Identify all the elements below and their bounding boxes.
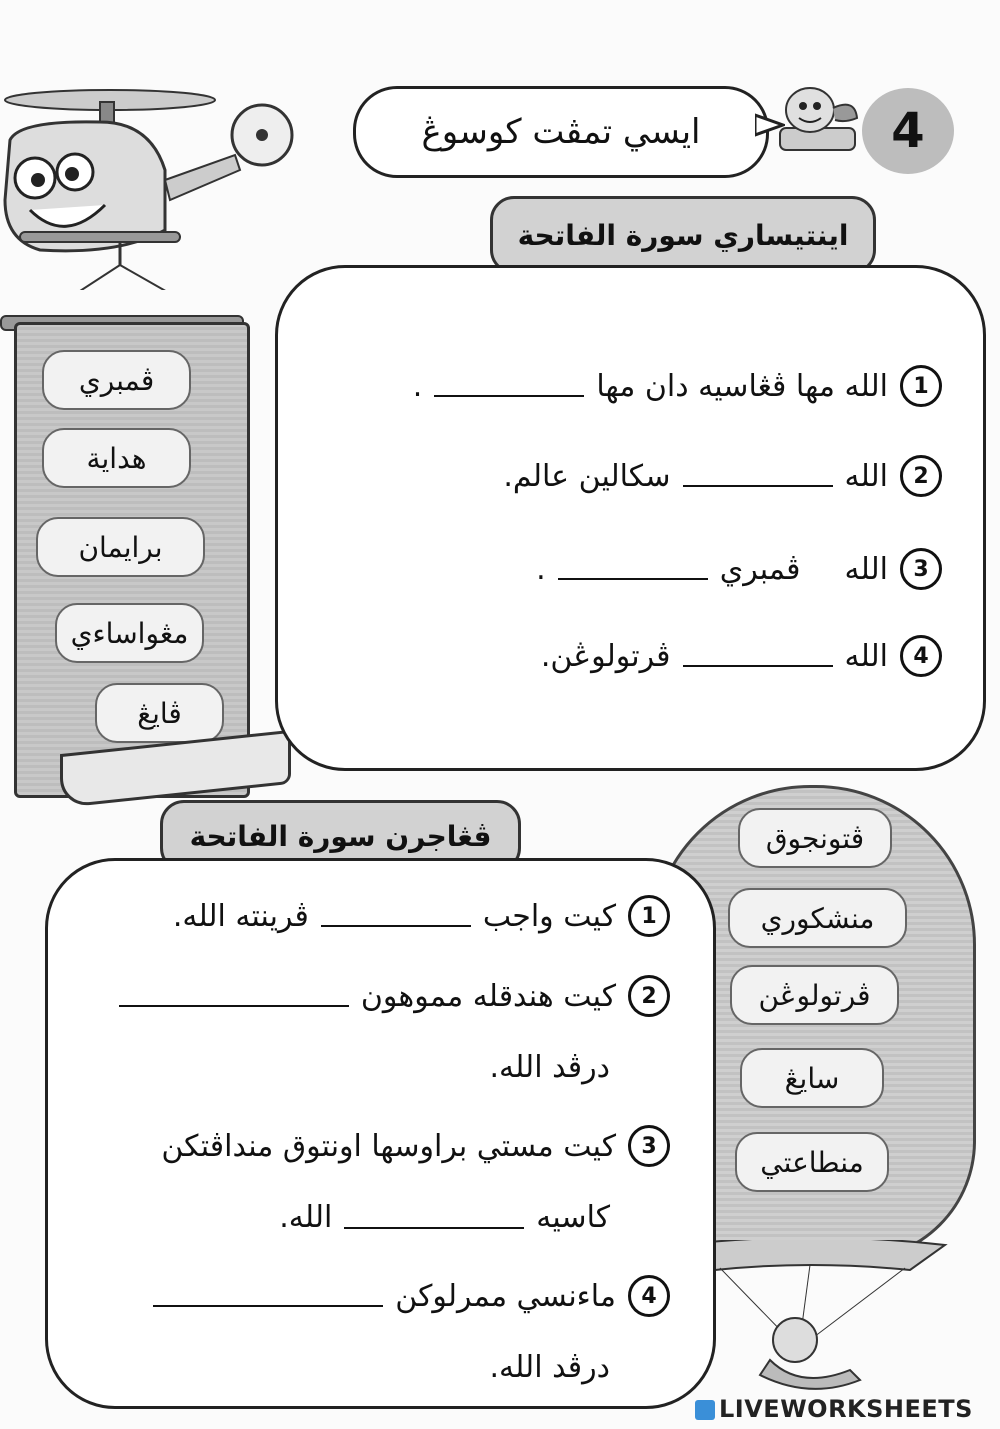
- section-1-heading: اينتيساري سورة الفاتحة: [490, 196, 876, 274]
- number-badge: 4: [628, 1275, 670, 1317]
- question-text: درڤد الله.: [489, 1050, 610, 1085]
- s1-question-4: [541, 635, 942, 677]
- logo-icon: [695, 1400, 715, 1420]
- answer-blank[interactable]: [153, 1285, 383, 1307]
- word-bank-1-item: هداية: [42, 428, 191, 488]
- number-badge: 4: [900, 635, 942, 677]
- word-bank-1-item: مڠواساءي: [55, 603, 204, 663]
- answer-blank[interactable]: [683, 465, 833, 487]
- logo-text: LIVEWORKSHEETS: [719, 1395, 973, 1423]
- section-2-heading: ڤڠاجرن سورة الفاتحة: [160, 800, 521, 872]
- s2-question-4: [153, 1275, 670, 1317]
- question-text: ڤرتولوڠن.: [540, 638, 671, 674]
- speech-tail: [755, 110, 785, 140]
- answer-blank[interactable]: [683, 645, 833, 667]
- word-bank-1-item: برايمان: [36, 517, 205, 577]
- word-bank-2-item: ڤتونجوق: [738, 808, 892, 868]
- answer-blank[interactable]: [321, 905, 471, 927]
- question-text: .: [412, 368, 423, 404]
- liveworksheets-logo: [695, 1395, 973, 1423]
- s2-question-1: [173, 895, 670, 937]
- number-badge: 2: [628, 975, 670, 1017]
- question-text: سكالين عالم.: [503, 458, 671, 494]
- page-number: 4: [862, 88, 954, 174]
- question-text: كاسيه: [536, 1200, 610, 1235]
- word-bank-2-item: سايڠ: [740, 1048, 884, 1108]
- word-bank-2-item: ڤرتولوڠن: [730, 965, 899, 1025]
- answer-blank[interactable]: [434, 375, 584, 397]
- word-bank-2-item: منطاعتي: [735, 1132, 889, 1192]
- s2-question-4-cont: [490, 1350, 611, 1385]
- answer-blank[interactable]: [558, 558, 708, 580]
- question-text: كيت مستي براوسها اونتوق منداڤتكن: [161, 1128, 616, 1164]
- question-text: الله: [844, 551, 888, 587]
- s2-question-3-cont: [279, 1200, 610, 1235]
- answer-blank[interactable]: [119, 985, 349, 1007]
- s2-question-2-cont: [490, 1050, 611, 1085]
- question-text: ماءنسي ممرلوكن: [395, 1278, 616, 1314]
- s1-question-1: [413, 365, 942, 407]
- s2-question-3: [161, 1125, 670, 1167]
- helicopter-illustration: [0, 60, 330, 290]
- question-text: الله.: [279, 1200, 333, 1235]
- number-badge: 3: [900, 548, 942, 590]
- number-badge: 1: [900, 365, 942, 407]
- word-bank-2-item: منشكوري: [728, 888, 907, 948]
- word-bank-1-item: ڤايڠ: [95, 683, 224, 743]
- question-text: الله: [844, 458, 888, 494]
- word-bank-1-item: ڤمبري: [42, 350, 191, 410]
- question-text: كيت هندقله مموهون: [360, 978, 616, 1014]
- question-text: درڤد الله.: [489, 1350, 610, 1385]
- s1-question-2: [503, 455, 942, 497]
- number-badge: 2: [900, 455, 942, 497]
- question-text: كيت واجب: [482, 898, 616, 934]
- number-badge: 1: [628, 895, 670, 937]
- question-text: .: [536, 551, 546, 587]
- page-title: ايسي تمڤت كوسوڠ: [353, 86, 769, 178]
- answer-blank[interactable]: [344, 1207, 524, 1229]
- number-badge: 3: [628, 1125, 670, 1167]
- question-text: ڤرينته الله.: [172, 898, 309, 934]
- question-text: ڤمبري: [719, 551, 801, 587]
- question-text: الله مها ڤڠاسيه دان مها: [596, 368, 888, 404]
- s1-question-3: [536, 548, 942, 590]
- s2-question-2: [119, 975, 670, 1017]
- question-text: الله: [844, 638, 888, 674]
- section-1-cloud: [275, 265, 986, 771]
